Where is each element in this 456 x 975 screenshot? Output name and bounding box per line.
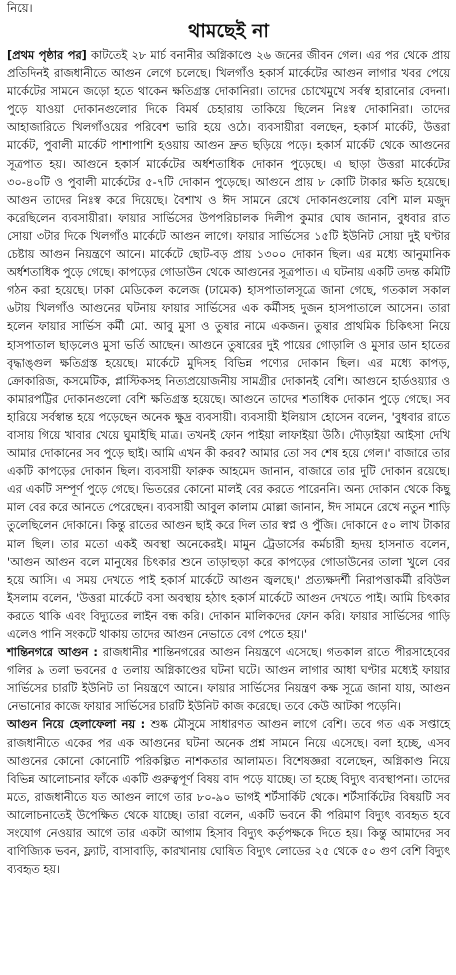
article-headline: থামছেই না: [188, 20, 269, 42]
paragraph-3-body: শুষ্ক মৌসুমে সাধারণত আগুন লাগে বেশি। তবে গত এক সপ্তাহে রাজধানীতে একের পর এক আগুনের ঘটনা অনেক প্রশ্ন সামনে নিয়ে এসেছে। বলা হচ্ছে, এসব আগুনের কোনো কোনোটি পরিকল্পিত নাশকতার আলামত। বিশেষজ্ঞরা বলেছেন, অগ্নিকাণ্ড নিয়ে বিভিন্ন আলোচনার ফাঁকে একটি গুরুত্বপূর্ণ বিষয় বাদ পড়ে যাচ্ছে। তা হচ্ছে বিদ্যুৎ ব্যবস্থাপনা। তাদের মতে, রাজধানীতে যত আগুন লাগে তার ৮০-৯০ ভাগই শর্টসার্কিট থেকে। শর্টসার্কিটের বিষয়টি সব আলোচনাতেই উপেক্ষিত থেকে যাচ্ছে। তারা বলেন, একটি ভবনে কী পরিমাণ বিদ্যুৎ ব্যবহৃত হবে সংযোগ নেওয়ার আগে তার একটা আগাম হিসাব বিদ্যুৎ কর্তৃপক্ষকে দিতে হয়। কিন্তু আমাদের সব বাণিজ্যিক ভবন, ফ্ল্যাট, বাসাবাড়ি, কারখানায় ঘোষিত বিদ্যুৎ লোডের ২৫ থেকে ৫০ গুণ বেশি বিদ্যুৎ ব্যবহৃত হয়।: [7, 718, 450, 877]
subheading-fire-warning: আগুন নিয়ে হেলাফেলা নয় :: [7, 718, 146, 732]
article-paragraph-2: [7, 644, 450, 716]
continuation-marker: [প্রথম পৃষ্ঠার পর]: [7, 49, 87, 62]
article-paragraph-1: [7, 47, 450, 644]
subheading-shantinagar: শান্তিনগরে আগুন :: [7, 646, 98, 660]
previous-column-fragment: নিয়ে।: [7, 1, 33, 15]
paragraph-2-body: রাজধানীর শান্তিনগরের আগুন নিয়ন্ত্রণে এসেছে। গতকাল রাতে পীরসাহেবের গলির ৯ তলা ভবনের ৫ তলায় অগ্নিকাণ্ডের ঘটনা ঘটে। আগুন লাগার আধা ঘণ্টার মধ্যেই ফায়ার সার্ভিসের চারটি ইউনিট তা নিয়ন্ত্রণে আনে। ফায়ার সার্ভিসের নিয়ন্ত্রণ কক্ষ সূত্রে জানা যায়, আগুন নেভানোর কাজে ফায়ার সার্ভিসের চারটি ইউনিট কাজ করেছে। তবে কেউ আটকা পড়েনি।: [7, 646, 450, 714]
article-paragraph-3: [7, 716, 450, 879]
paragraph-1-body: কাটতেই ২৮ মার্চ বনানীর অগ্নিকাণ্ডে ২৬ জনের জীবন গেল। এর পর থেকে প্রায় প্রতিদিনই রাজধানীতে আগুন লেগে চলেছে। খিলগাঁও হকার্স মার্কেটের আগুন লাগার খবর পেয়ে মার্কেটের সামনে জড়ো হতে থাকেন ক্ষতিগ্রস্ত দোকানিরা। তাদের চোখেমুখে সর্বস্ব হারানোর বেদনা। পুড়ে যাওয়া দোকানগুলোর দিকে বিমর্ষ চেহারায় তাকিয়ে ছিলেন নিঃস্ব দোকানিরা। তাদের আহাজারিতে খিলগাঁওয়ের পরিবেশ ভারি হয়ে ওঠে। ব্যবসায়ীরা বলছেন, হকার্স মার্কেট, উত্তরা মার্কেট, পুবালী মার্কেট পাশাপাশি হওয়ায় আগুন দ্রুত ছড়িয়ে পড়ে। হকার্স মার্কেট থেকে আগুনের সূত্রপাত হয়। আগুনে হকার্স মার্কেটের অর্ধশতাধিক দোকান পুড়েছে। এ ছাড়া উত্তরা মার্কেটের ৩০-৪০টি ও পুবালী মার্কেটের ৫-৭টি দোকান পুড়েছে। আগুনে প্রায় ৮ কোটি টাকার ক্ষতি হয়েছে। আগুন তাদের নিঃস্ব করে দিয়েছে। বৈশাখ ও ঈদ সামনে রেখে দোকানগুলোয় বেশি মাল মজুদ করেছিলেন ব্যবসায়ীরা। ফায়ার সার্ভিসের উপপরিচালক দিলীপ কুমার ঘোষ জানান, বুধবার রাত সোয়া ৩টার দিকে খিলগাঁও মার্কেটে আগুন লাগে। ফায়ার সার্ভিসের ১৫টি ইউনিট সোয়া দুই ঘণ্টার চেষ্টায় আগুন নিয়ন্ত্রণে আনে। মার্কেটে ছোট-বড় প্রায় ১৩০০ দোকান ছিল। এর মধ্যে আনুমানিক অর্ধশতাধিক পুড়ে গেছে। কাপড়ের গোডাউন থেকে আগুনের সূত্রপাত। এ ঘটনায় একটি তদন্ত কমিটি গঠন করা হয়েছে। ঢাকা মেডিকেল কলেজ (ঢামেক) হাসপাতালসূত্রে জানা গেছে, গতকাল সকাল ৬টায় খিলগাঁও আগুনের ঘটনায় ফায়ার সার্ভিসের এক কর্মীসহ দুজন হাসপাতালে আসেন। তারা হলেন ফায়ার সার্ভিস কর্মী মো. আবু মুসা ও তুষার নামে একজন। তুষার প্রাথমিক চিকিৎসা নিয়ে হাসপাতাল ছাড়লেও মুসা ভর্তি আছেন। আগুনে তুষারের দুই পায়ের গোড়ালি ও মুসার ডান হাতের বৃদ্ধাঙ্গুল ক্ষতিগ্রস্ত হয়েছে। মার্কেটে মুদিসহ বিভিন্ন পণ্যের দোকান ছিল। এর মধ্যে কাপড়, ক্রোকারিজ, কসমেটিক, প্লাস্টিকসহ নিত্যপ্রয়োজনীয় সামগ্রীর দোকানই বেশি। আগুনে হার্ডওয়্যার ও কামারপট্টির দোকানগুলো বেশি ক্ষতিগ্রস্ত হয়েছে। আগুনে তাদের শতাধিক দোকান পুড়ে গেছে। সব হারিয়ে সর্বস্বান্ত হয়ে পড়েছেন অনেক ক্ষুদ্র ব্যবসায়ী। ব্যবসায়ী ইলিয়াস হোসেন বলেন, 'বুধবার রাতে বাসায় গিয়ে খাবার খেয়ে ঘুমাইছি মাত্র। তখনই ফোন পাইয়া লাফাইয়া উঠি। দৌড়াইয়া আইসা দেখি আমার দোকানের সব পুড়ে ছাই। আমি এখন কী করব? আমার তো সব শেষ হয়ে গেল।' বাজারে তার একটি কাপড়ের দোকান ছিল। ব্যবসায়ী ফারুক আহমেদ জানান, বাজারে তার দুটি দোকান রয়েছে। এর একটি সম্পূর্ণ পুড়ে গেছে। ভিতরের কোনো মালই বের করতে পারেননি। অন্য দোকান থেকে কিছু মাল বের করে আনতে পেরেছেন। ব্যবসায়ী আবুল কালাম মোল্লা জানান, ঈদ সামনে রেখে নতুন শাড়ি তুলেছিলেন দোকানে। কিন্তু রাতের আগুন ছাই করে দিল তার স্বপ্ন ও পুঁজি। দোকানে ৫০ লাখ টাকার মাল ছিল। তার মতো একই অবস্থা অনেকেরই। মামুন ট্রেডার্সের কর্মচারী হৃদয় হাসনাত বলেন, 'আগুন আগুন বলে মানুষের চিৎকার শুনে তাড়াহুড়া করে কাপড়ের গোডাউনের তালা খুলে বের হয়ে আসি। এ সময় দেখতে পাই হকার্স মার্কেটে আগুন জ্বলছে।' প্রত্যক্ষদর্শী নিরাপত্তাকর্মী রবিউল ইসলাম বলেন, 'উত্তরা মার্কেটে বসা অবস্থায় হঠাৎ হকার্স মার্কেটে আগুন দেখতে পাই। আমি চিৎকার করতে থাকি এবং বিদ্যুতের লাইন বন্ধ করি। দোকান মালিকদের ফোন করি। ফায়ার সার্ভিসের গাড়ি এলেও পানি সংকটে থাকায় তাদের আগুন নেভাতে বেগ পেতে হয়।': [7, 49, 450, 641]
